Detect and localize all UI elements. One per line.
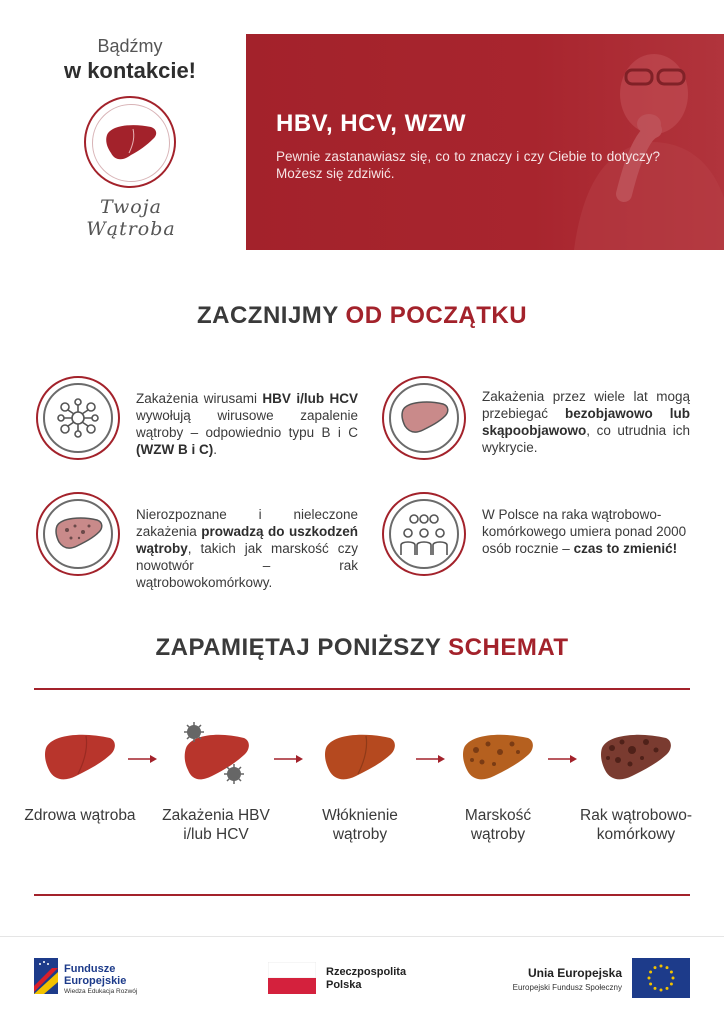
- liver-icon: [399, 398, 449, 438]
- stage-label-infection: Zakażenia HBV i/lub HCV: [162, 807, 270, 843]
- rp-line2: Polska: [326, 979, 362, 991]
- fe-line2: Europejskie: [64, 975, 127, 987]
- fundusze-europejskie-logo-icon: [34, 958, 58, 994]
- info-text-4: W Polsce na raka wątrobowo-komórkowego umiera ponad 2000 osób rocznie – czas to zmienić!: [482, 507, 687, 556]
- arrow-right-icon: [128, 754, 158, 764]
- ue-line2: Europejski Fundusz Społeczny: [512, 983, 622, 992]
- hero-banner: [246, 34, 724, 250]
- person-thinking-image: [534, 34, 724, 250]
- divider-top: [34, 688, 690, 690]
- arrow-right-icon: [416, 754, 446, 764]
- brand-name: Twoja Wątroba: [86, 196, 176, 240]
- info-text-1: Zakażenia wirusami HBV i/lub HCV wywołują wirusowe zapalenie wątroby – odpowiednio typu B i C (WZW B i C).: [136, 391, 358, 457]
- section-title-main: ZAPAMIĘTAJ PONIŻSZY: [155, 634, 449, 661]
- divider-bottom: [34, 894, 690, 896]
- ue-line1: Unia Europejska: [527, 966, 622, 980]
- section-title-scheme: [0, 634, 724, 662]
- stage-label-fibrosis: Włóknienie wątroby: [322, 807, 398, 843]
- stage-label-healthy: Zdrowa wątroba: [24, 807, 136, 824]
- cirrhosis-liver-icon: [460, 730, 536, 786]
- people-icon: [398, 511, 450, 557]
- contact-line1: Bądźmy: [97, 36, 163, 56]
- arrow-right-icon: [274, 754, 304, 764]
- info-icon-circle: [382, 492, 466, 576]
- polish-flag-icon: [268, 962, 316, 994]
- infected-liver-icon: [180, 718, 252, 788]
- liver-icon: [103, 121, 159, 165]
- section-title-main: ZACZNIJMY: [196, 302, 346, 329]
- fe-line1: Fundusze: [64, 963, 116, 975]
- info-icon-circle: [382, 376, 466, 460]
- virus-icon: [53, 393, 103, 443]
- info-icon-circle: [36, 376, 120, 460]
- fe-subtitle: Wiedza Edukacja Rozwój: [64, 988, 138, 995]
- section-title-accent: OD POCZĄTKU: [345, 302, 528, 329]
- arrow-right-icon: [548, 754, 578, 764]
- healthy-liver-icon: [42, 730, 118, 786]
- hero-text: Pewnie zastanawiasz się, co to znaczy i czy Ciebie to dotyczy? Możesz się zdziwić.: [276, 149, 660, 181]
- section-title-start: [0, 302, 724, 330]
- cancer-liver-icon: [598, 730, 674, 786]
- eu-flag-icon: [632, 958, 690, 998]
- section-title-accent: SCHEMAT: [448, 634, 569, 661]
- damaged-liver-icon: [53, 514, 103, 554]
- fibrosis-liver-icon: [322, 730, 398, 786]
- stage-label-cancer: Rak wątrobowo-komórkowy: [580, 807, 692, 843]
- brand-logo: [84, 96, 176, 188]
- info-icon-circle: [36, 492, 120, 576]
- info-text-2: Zakażenia przez wiele lat mogą przebiegać bezobjawowo lub skąpoobjawowo, co utrudnia ich wykrycie.: [482, 389, 691, 455]
- rp-line1: Rzeczpospolita: [326, 966, 407, 978]
- footer-separator: [0, 936, 724, 937]
- hero-title: HBV, HCV, WZW: [276, 110, 467, 137]
- stage-label-cirrhosis: Marskość wątroby: [464, 807, 532, 843]
- contact-line2: w kontakcie!: [63, 58, 197, 83]
- info-text-3: Nierozpoznane i nieleczone zakażenia prowadzą do uszkodzeń wątroby, takich jak marskość czy nowotwór – rak wątrobowokomórkowy.: [136, 507, 359, 590]
